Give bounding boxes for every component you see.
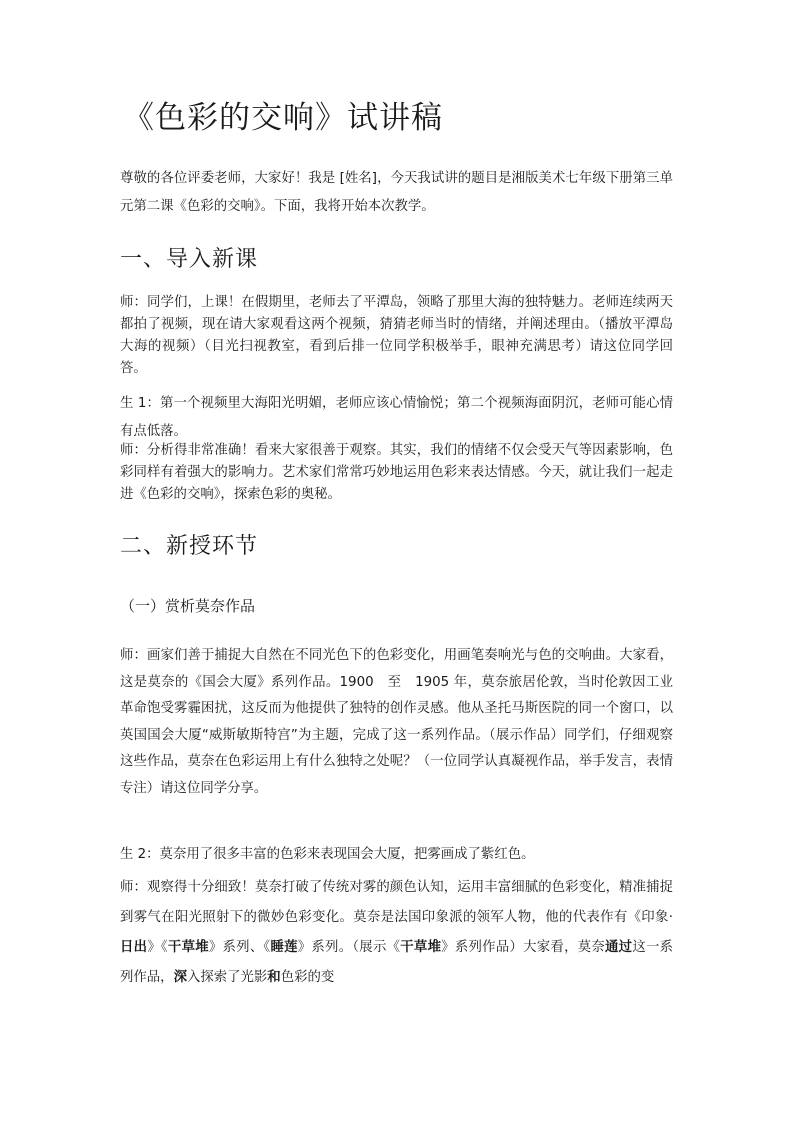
teacher-paragraph-2: 师：分析得非常准确！看来大家很善于观察。其实，我们的情绪不仅会受天气等因素影响，色彩同样有着强大的影响力。艺术家们常常巧妙地运用色彩来表达情感。今天，就让我们一起走进《色彩的交响》，探索色彩的奥秘。 [120,443,673,502]
subsection-heading-monet: （一）赏析莫奈作品 [120,597,256,615]
student-paragraph-2: 生 2：莫奈用了很多丰富的色彩来表现国会大厦，把雾画成了紫红色。 [120,847,535,862]
teacher-paragraph-1: 师：同学们，上课！在假期里，老师去了平潭岛，领略了那里大海的独特魅力。老师连续两天都拍了视频，现在请大家观看这两个视频，猜猜老师当时的情绪，并阐述理由。（播放平潭岛大海的视频）（目光扫视教室，看到后排一位同学积极举手，眼神充满思考）请这位同学回答。 [120,295,673,376]
section-heading-intro: 一、导入新课 [120,247,259,272]
intro-paragraph: 尊敬的各位评委老师，大家好！我是 [姓名]，今天我试讲的题目是湘版美术七年级下册第三单元第二课《色彩的交响》。下面，我将开始本次教学。 [120,171,673,214]
text-run: 》系列作品）大家看，莫奈 [441,940,606,955]
text-run-bold: 通过 [605,940,633,955]
text-run-bold: 干草堆 [400,940,442,955]
text-run: 师：观察得十分细致！莫奈打破了传统对雾的颜色认知，运用丰富细腻的色彩变化，精准捕捉到雾气在阳光照射下的微妙色彩变化。莫奈是法国印象派的领军人物，他的代表作有《印象· [120,880,673,925]
text-run: 》《 [147,940,168,955]
text-run-bold: 睡莲 [270,940,298,955]
text-run: 》系列、《 [208,940,271,955]
text-run: 入探索了光影 [186,970,268,985]
section-heading-new-lesson: 二、新授环节 [120,534,259,559]
text-run: 》系列。（展示《 [297,940,401,955]
text-run: 这一系列作品， [120,940,674,985]
text-run-bold: 和 [267,970,281,985]
text-run-bold: 干草堆 [167,940,209,955]
text-run: 色彩的变 [280,970,335,985]
teacher-paragraph-3: 师：画家们善于捕捉大自然在不同光色下的色彩变化，用画笔奏响光与色的交响曲。大家看，这是莫奈的《国会大厦》系列作品。1900 至 1905 年，莫奈旅居伦敦，当时伦敦因工业革命饱受雾霾困扰，这反而为他提供了独特的创作灵感。他从圣托马斯医院的同一个窗口，以英国国会大厦“威斯敏斯特宫”为主题，完成了这一系列作品。（展示作品）同学们，仔细观察这些作品，莫奈在色彩运用上有什么独特之处呢？（一位同学认真凝视作品，举手发言，表情专注）请这位同学分享。 [120,648,673,796]
text-run-bold: 深 [173,970,187,985]
text-run-bold: 日出 [120,940,148,955]
teacher-paragraph-4 [120,873,673,993]
student-paragraph-1: 生 1：第一个视频里大海阳光明媚，老师应该心情愉悦；第二个视频海面阴沉，老师可能心情有点低落。 [120,396,673,439]
document-title: 《色彩的交响》试讲稿 [123,100,443,136]
